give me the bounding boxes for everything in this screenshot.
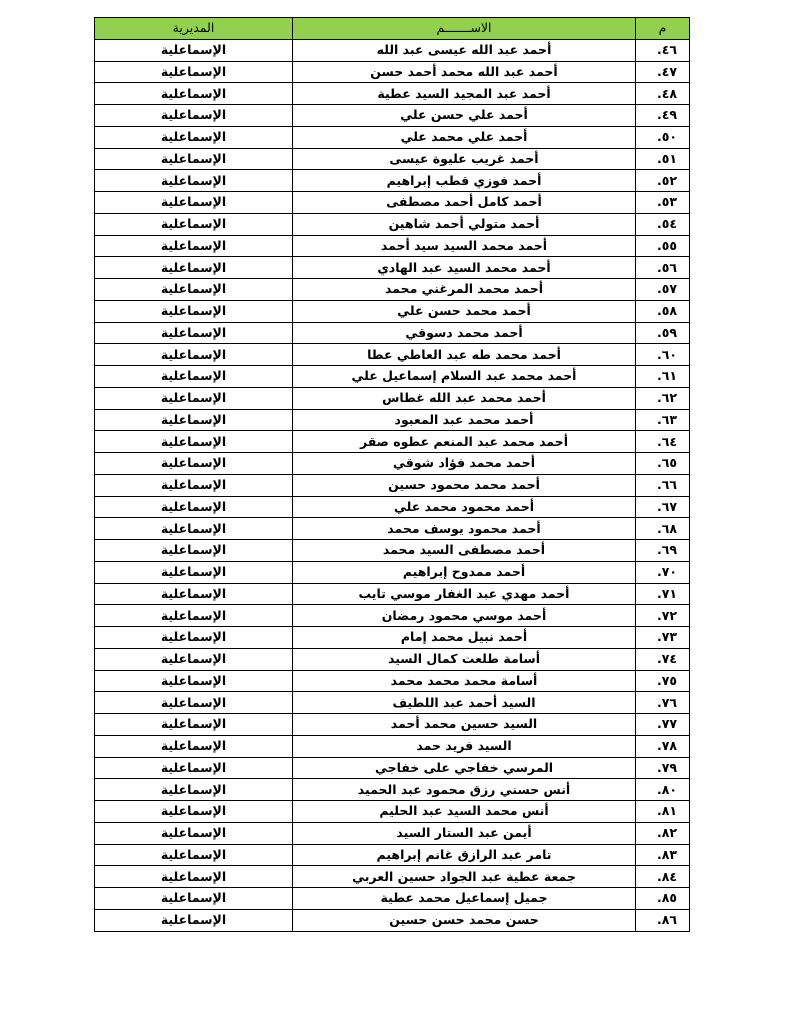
table-row <box>95 909 690 931</box>
row-directorate: الإسماعلية <box>95 170 293 192</box>
row-number: ٧٩. <box>636 757 690 779</box>
table-row <box>95 496 690 518</box>
row-name: أحمد محمود محمد علي <box>293 496 636 518</box>
row-number: ٤٧. <box>636 61 690 83</box>
row-number: ٨٦. <box>636 909 690 931</box>
table-row <box>95 431 690 453</box>
table-row <box>95 540 690 562</box>
table-row <box>95 453 690 475</box>
row-name: أحمد موسي محمود رمضان <box>293 605 636 627</box>
row-directorate: الإسماعلية <box>95 148 293 170</box>
row-name: أحمد محمد السيد عبد الهادي <box>293 257 636 279</box>
row-directorate: الإسماعلية <box>95 453 293 475</box>
row-name: السيد أحمد عبد اللطيف <box>293 692 636 714</box>
table-row <box>95 105 690 127</box>
row-number: ٧٧. <box>636 714 690 736</box>
table-row <box>95 344 690 366</box>
row-number: ٤٦. <box>636 39 690 61</box>
row-number: ٥٠. <box>636 126 690 148</box>
row-number: ٧٢. <box>636 605 690 627</box>
row-name: أحمد عبد المجيد السيد عطية <box>293 83 636 105</box>
row-directorate: الإسماعلية <box>95 561 293 583</box>
row-directorate: الإسماعلية <box>95 714 293 736</box>
table-body <box>95 39 690 931</box>
row-directorate: الإسماعلية <box>95 779 293 801</box>
row-number: ٥٩. <box>636 322 690 344</box>
row-name: أحمد غريب عليوة عيسى <box>293 148 636 170</box>
row-directorate: الإسماعلية <box>95 909 293 931</box>
row-number: ٨٥. <box>636 888 690 910</box>
table-row <box>95 387 690 409</box>
row-directorate: الإسماعلية <box>95 648 293 670</box>
table-row <box>95 235 690 257</box>
row-number: ٨١. <box>636 801 690 823</box>
table-row <box>95 714 690 736</box>
row-name: أحمد مهدي عبد الغفار موسي تايب <box>293 583 636 605</box>
table-row <box>95 627 690 649</box>
row-number: ٦٢. <box>636 387 690 409</box>
table-row <box>95 735 690 757</box>
table-row <box>95 561 690 583</box>
row-name: أنس محمد السيد عبد الحليم <box>293 801 636 823</box>
table-row <box>95 170 690 192</box>
row-name: أحمد محمود يوسف محمد <box>293 518 636 540</box>
row-directorate: الإسماعلية <box>95 583 293 605</box>
row-number: ٨٤. <box>636 866 690 888</box>
row-directorate: الإسماعلية <box>95 431 293 453</box>
table-row <box>95 583 690 605</box>
table-row <box>95 39 690 61</box>
row-directorate: الإسماعلية <box>95 257 293 279</box>
row-number: ٧١. <box>636 583 690 605</box>
row-number: ٦٦. <box>636 474 690 496</box>
row-name: أحمد محمد عبد المعبود <box>293 409 636 431</box>
row-name: أسامة محمد محمد محمد <box>293 670 636 692</box>
row-name: أحمد متولي أحمد شاهين <box>293 213 636 235</box>
row-name: أحمد محمد دسوقي <box>293 322 636 344</box>
header-row <box>95 18 690 40</box>
table-row <box>95 692 690 714</box>
row-directorate: الإسماعلية <box>95 344 293 366</box>
row-directorate: الإسماعلية <box>95 279 293 301</box>
row-number: ٧٥. <box>636 670 690 692</box>
table-row <box>95 409 690 431</box>
row-name: أحمد محمد عبد السلام إسماعيل علي <box>293 366 636 388</box>
row-number: ٦٩. <box>636 540 690 562</box>
row-directorate: الإسماعلية <box>95 192 293 214</box>
row-number: ٥٤. <box>636 213 690 235</box>
table-row <box>95 518 690 540</box>
row-name: أحمد علي حسن علي <box>293 105 636 127</box>
row-number: ٨٣. <box>636 844 690 866</box>
row-name: جمعة عطية عبد الجواد حسين العربي <box>293 866 636 888</box>
table-row <box>95 801 690 823</box>
row-directorate: الإسماعلية <box>95 61 293 83</box>
row-number: ٤٨. <box>636 83 690 105</box>
row-number: ٥٧. <box>636 279 690 301</box>
row-name: أحمد محمد المرغني محمد <box>293 279 636 301</box>
row-number: ٧٠. <box>636 561 690 583</box>
row-directorate: الإسماعلية <box>95 496 293 518</box>
table-row <box>95 822 690 844</box>
table-row <box>95 866 690 888</box>
table-row <box>95 844 690 866</box>
table-row <box>95 322 690 344</box>
row-name: أحمد محمد عبد المنعم عطوه صقر <box>293 431 636 453</box>
row-name: أحمد محمد حسن علي <box>293 300 636 322</box>
row-name: أحمد محمد السيد سيد أحمد <box>293 235 636 257</box>
row-directorate: الإسماعلية <box>95 105 293 127</box>
row-number: ٦٨. <box>636 518 690 540</box>
row-directorate: الإسماعلية <box>95 300 293 322</box>
row-directorate: الإسماعلية <box>95 692 293 714</box>
table-row <box>95 605 690 627</box>
row-directorate: الإسماعلية <box>95 801 293 823</box>
row-name: المرسي خفاجي على خفاجي <box>293 757 636 779</box>
row-directorate: الإسماعلية <box>95 83 293 105</box>
row-name: أحمد محمد طه عبد العاطي عطا <box>293 344 636 366</box>
row-number: ٧٦. <box>636 692 690 714</box>
row-number: ٨٠. <box>636 779 690 801</box>
row-number: ٦٤. <box>636 431 690 453</box>
table-row <box>95 83 690 105</box>
row-number: ٥٦. <box>636 257 690 279</box>
row-directorate: الإسماعلية <box>95 670 293 692</box>
row-number: ٦٧. <box>636 496 690 518</box>
names-table <box>94 17 690 932</box>
row-name: أحمد مصطفى السيد محمد <box>293 540 636 562</box>
row-directorate: الإسماعلية <box>95 735 293 757</box>
row-number: ٦٥. <box>636 453 690 475</box>
row-number: ٧٤. <box>636 648 690 670</box>
row-name: السيد حسين محمد أحمد <box>293 714 636 736</box>
header-directorate: المديرية <box>95 18 293 40</box>
table-row <box>95 888 690 910</box>
row-name: السيد فريد حمد <box>293 735 636 757</box>
table-row <box>95 279 690 301</box>
row-directorate: الإسماعلية <box>95 822 293 844</box>
row-directorate: الإسماعلية <box>95 866 293 888</box>
table-row <box>95 366 690 388</box>
row-directorate: الإسماعلية <box>95 235 293 257</box>
row-directorate: الإسماعلية <box>95 605 293 627</box>
row-number: ٥١. <box>636 148 690 170</box>
row-name: تامر عبد الرازق غانم إبراهيم <box>293 844 636 866</box>
table-row <box>95 779 690 801</box>
names-sheet <box>94 17 689 932</box>
table-row <box>95 213 690 235</box>
row-number: ٧٣. <box>636 627 690 649</box>
row-name: أحمد محمد فؤاد شوقي <box>293 453 636 475</box>
row-directorate: الإسماعلية <box>95 126 293 148</box>
row-directorate: الإسماعلية <box>95 844 293 866</box>
row-name: جميل إسماعيل محمد عطية <box>293 888 636 910</box>
table-row <box>95 300 690 322</box>
header-name: الاســـــــم <box>293 18 636 40</box>
header-num: م <box>636 18 690 40</box>
row-directorate: الإسماعلية <box>95 540 293 562</box>
row-directorate: الإسماعلية <box>95 518 293 540</box>
row-name: أحمد كامل أحمد مصطفى <box>293 192 636 214</box>
row-name: أحمد عبد الله محمد أحمد حسن <box>293 61 636 83</box>
row-number: ٥٥. <box>636 235 690 257</box>
row-name: أحمد محمد عبد الله غطاس <box>293 387 636 409</box>
table-row <box>95 257 690 279</box>
row-number: ٧٨. <box>636 735 690 757</box>
table-row <box>95 670 690 692</box>
row-name: أحمد فوزي قطب إبراهيم <box>293 170 636 192</box>
row-directorate: الإسماعلية <box>95 627 293 649</box>
row-name: أحمد محمد محمود حسين <box>293 474 636 496</box>
row-number: ٤٩. <box>636 105 690 127</box>
row-number: ٥٣. <box>636 192 690 214</box>
row-directorate: الإسماعلية <box>95 474 293 496</box>
row-name: أسامة طلعت كمال السيد <box>293 648 636 670</box>
row-name: أنس حسني رزق محمود عبد الحميد <box>293 779 636 801</box>
row-number: ٦١. <box>636 366 690 388</box>
row-directorate: الإسماعلية <box>95 757 293 779</box>
table-row <box>95 648 690 670</box>
row-name: حسن محمد حسن حسين <box>293 909 636 931</box>
table-row <box>95 192 690 214</box>
row-directorate: الإسماعلية <box>95 387 293 409</box>
row-directorate: الإسماعلية <box>95 888 293 910</box>
table-row <box>95 61 690 83</box>
row-number: ٨٢. <box>636 822 690 844</box>
row-number: ٦٠. <box>636 344 690 366</box>
row-number: ٥٢. <box>636 170 690 192</box>
row-name: أيمن عبد الستار السيد <box>293 822 636 844</box>
row-directorate: الإسماعلية <box>95 213 293 235</box>
table-row <box>95 757 690 779</box>
row-directorate: الإسماعلية <box>95 366 293 388</box>
row-directorate: الإسماعلية <box>95 409 293 431</box>
row-name: أحمد علي محمد علي <box>293 126 636 148</box>
table-row <box>95 474 690 496</box>
row-directorate: الإسماعلية <box>95 322 293 344</box>
row-number: ٦٣. <box>636 409 690 431</box>
table-row <box>95 126 690 148</box>
table-row <box>95 148 690 170</box>
row-number: ٥٨. <box>636 300 690 322</box>
row-name: أحمد ممدوح إبراهيم <box>293 561 636 583</box>
row-name: أحمد نبيل محمد إمام <box>293 627 636 649</box>
row-name: أحمد عبد الله عيسى عبد الله <box>293 39 636 61</box>
row-directorate: الإسماعلية <box>95 39 293 61</box>
